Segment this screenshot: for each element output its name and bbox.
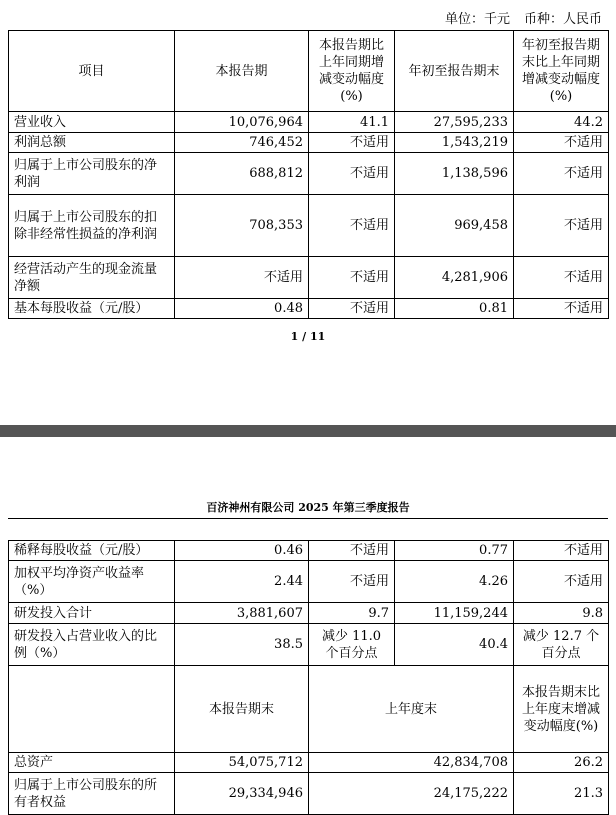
row-label: 总资产	[9, 753, 175, 773]
table-cell: 不适用	[309, 541, 395, 561]
table-row	[9, 773, 609, 815]
table-cell: 不适用	[309, 561, 395, 603]
report-page-2	[0, 437, 616, 810]
row-label: 加权平均净资产收益率（%）	[9, 561, 175, 603]
table-cell: 3,881,607	[175, 603, 309, 624]
table-cell: 0.48	[175, 299, 309, 319]
table-cell: 不适用	[309, 153, 395, 195]
row-label: 经营活动产生的现金流量净额	[9, 257, 175, 299]
unit-currency-line	[431, 8, 602, 27]
table-cell: 不适用	[309, 299, 395, 319]
header-divider	[8, 518, 608, 519]
header-cell: 本报告期末	[175, 666, 309, 753]
header-cell: 项目	[9, 31, 175, 112]
table-row	[9, 133, 609, 153]
header-cell: 年初至报告期末比上年同期增减变动幅度(%)	[514, 31, 609, 112]
table-row	[9, 541, 609, 561]
page-number: 1 / 11	[290, 330, 326, 343]
table-cell: 不适用	[514, 153, 609, 195]
table-cell: 不适用	[514, 561, 609, 603]
table-cell: 708,353	[175, 195, 309, 257]
table-cell: 21.3	[514, 773, 609, 815]
table-row	[9, 153, 609, 195]
row-label: 归属于上市公司股东的扣除非经常性损益的净利润	[9, 195, 175, 257]
unit-label: 单位：千元	[444, 12, 510, 27]
row-label: 利润总额	[9, 133, 175, 153]
table-row	[9, 624, 609, 666]
table-cell: 24,175,222	[309, 773, 514, 815]
table-cell: 38.5	[175, 624, 309, 666]
table-cell: 10,076,964	[175, 112, 309, 133]
table-cell: 27,595,233	[395, 112, 514, 133]
table-row	[9, 195, 609, 257]
table-cell: 1,138,596	[395, 153, 514, 195]
table-cell: 不适用	[514, 299, 609, 319]
key-financials-table	[8, 30, 609, 319]
row-label: 基本每股收益（元/股）	[9, 299, 175, 319]
table-cell: 2.44	[175, 561, 309, 603]
table-cell: 不适用	[514, 541, 609, 561]
header-cell	[9, 666, 175, 753]
row-label: 归属于上市公司股东的净利润	[9, 153, 175, 195]
header-cell: 上年度末	[309, 666, 514, 753]
row-label: 研发投入占营业收入的比例（%）	[9, 624, 175, 666]
table-cell: 54,075,712	[175, 753, 309, 773]
header-cell: 本报告期比上年同期增减变动幅度(%)	[309, 31, 395, 112]
table-cell: 0.77	[395, 541, 514, 561]
table-row	[9, 257, 609, 299]
table-cell: 不适用	[309, 257, 395, 299]
currency-label: 币种：人民币	[523, 12, 602, 27]
table-row	[9, 603, 609, 624]
table-cell: 746,452	[175, 133, 309, 153]
table-cell: 不适用	[309, 133, 395, 153]
header-cell: 本报告期	[175, 31, 309, 112]
table-row	[9, 561, 609, 603]
table-cell: 不适用	[175, 257, 309, 299]
table-cell: 0.46	[175, 541, 309, 561]
table-header-row	[9, 666, 609, 753]
table-cell: 40.4	[395, 624, 514, 666]
table-cell: 969,458	[395, 195, 514, 257]
table-cell: 9.8	[514, 603, 609, 624]
table-header-row	[9, 31, 609, 112]
table-cell: 9.7	[309, 603, 395, 624]
table-cell: 减少 12.7 个百分点	[514, 624, 609, 666]
row-label: 营业收入	[9, 112, 175, 133]
table-row	[9, 112, 609, 133]
table-cell: 688,812	[175, 153, 309, 195]
table-cell: 4,281,906	[395, 257, 514, 299]
header-cell: 年初至报告期末	[395, 31, 514, 112]
table-cell: 不适用	[514, 257, 609, 299]
table-cell: 4.26	[395, 561, 514, 603]
table-cell: 不适用	[514, 195, 609, 257]
table-cell: 11,159,244	[395, 603, 514, 624]
table-cell: 26.2	[514, 753, 609, 773]
table-cell: 29,334,946	[175, 773, 309, 815]
table-row	[9, 299, 609, 319]
table-row	[9, 753, 609, 773]
table-cell: 41.1	[309, 112, 395, 133]
header-cell: 本报告期末比上年度末增减变动幅度(%)	[514, 666, 609, 753]
table-cell: 不适用	[514, 133, 609, 153]
table-cell: 0.81	[395, 299, 514, 319]
table-cell: 减少 11.0 个百分点	[309, 624, 395, 666]
report-header-title: 百济神州有限公司 2025 年第三季度报告	[206, 501, 410, 514]
key-financials-table-continued	[8, 540, 609, 815]
row-label: 归属于上市公司股东的所有者权益	[9, 773, 175, 815]
page-separator	[0, 425, 616, 437]
table-cell: 不适用	[309, 195, 395, 257]
table-cell: 42,834,708	[309, 753, 514, 773]
table-cell: 1,543,219	[395, 133, 514, 153]
table-cell: 44.2	[514, 112, 609, 133]
row-label: 研发投入合计	[9, 603, 175, 624]
row-label: 稀释每股收益（元/股）	[9, 541, 175, 561]
